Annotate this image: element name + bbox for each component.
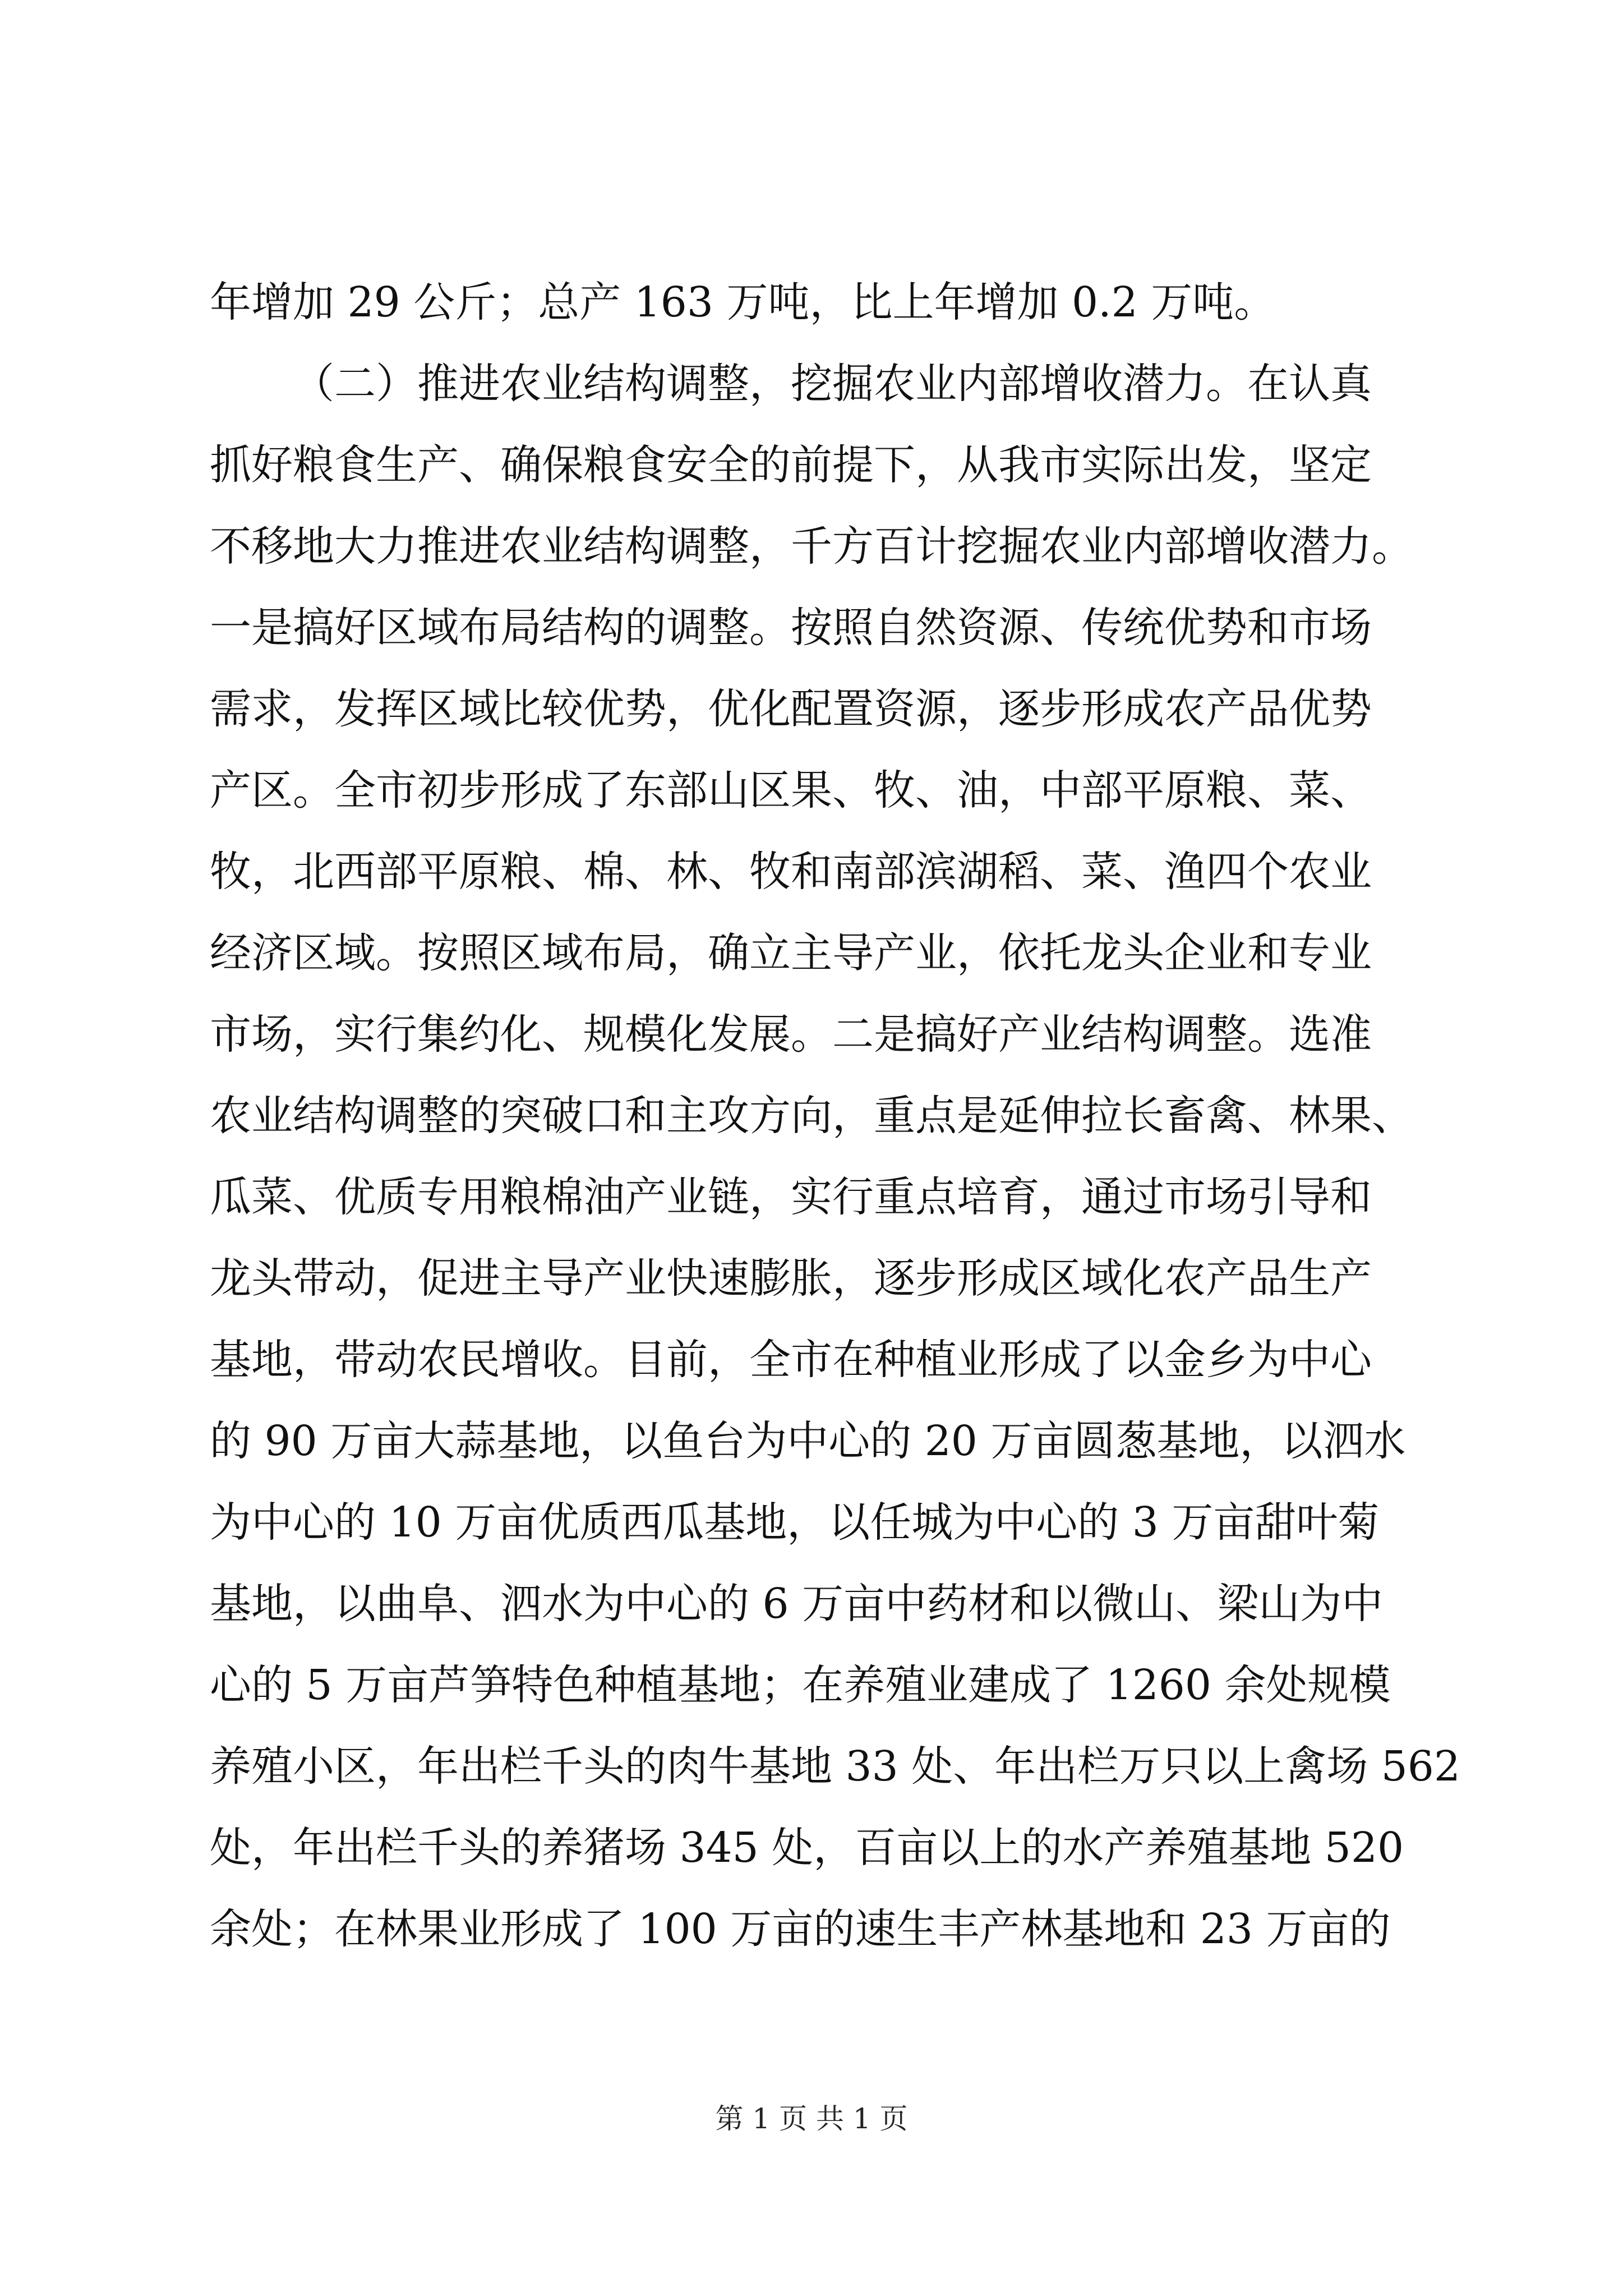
- text-line: 瓜菜、优质专用粮棉油产业链，实行重点培育，通过市场引导和: [210, 1173, 1372, 1221]
- text-line: （二）推进农业结构调整，挖掘农业内部增收潜力。在认真: [293, 360, 1372, 408]
- text-line: 养殖小区，年出栏千头的肉牛基地 33 处、年出栏万只以上禽场 562: [210, 1742, 1460, 1791]
- text-line: 产区。全市初步形成了东部山区果、牧、油，中部平原粮、菜、: [210, 766, 1372, 815]
- text-line: 基地，以曲阜、泗水为中心的 6 万亩中药材和以微山、梁山为中: [210, 1580, 1384, 1628]
- text-line: 心的 5 万亩芦笋特色种植基地；在养殖业建成了 1260 余处规模: [210, 1661, 1391, 1709]
- text-line: 龙头带动，促进主导产业快速膨胀，逐步形成区域化农产品生产: [210, 1254, 1372, 1303]
- text-line: 经济区域。按照区域布局，确立主导产业，依托龙头企业和专业: [210, 929, 1372, 977]
- text-line: 一是搞好区域布局结构的调整。按照自然资源、传统优势和市场: [210, 604, 1372, 652]
- text-line: 年增加 29 公斤；总产 163 万吨，比上年增加 0.2 万吨。: [210, 278, 1276, 326]
- text-line: 处，年出栏千头的养猪场 345 处，百亩以上的水产养殖基地 520: [210, 1824, 1404, 1872]
- text-line: 基地，带动农民增收。目前，全市在种植业形成了以金乡为中心: [210, 1336, 1372, 1384]
- text-line: 牧，北西部平原粮、棉、林、牧和南部滨湖稻、菜、渔四个农业: [210, 848, 1372, 896]
- text-line: 农业结构调整的突破口和主攻方向，重点是延伸拉长畜禽、林果、: [210, 1092, 1413, 1140]
- text-line: 需求，发挥区域比较优势，优化配置资源，逐步形成农产品优势: [210, 685, 1372, 733]
- text-line: 的 90 万亩大蒜基地，以鱼台为中心的 20 万亩圆葱基地，以泗水: [210, 1417, 1406, 1465]
- document-body: [210, 262, 1460, 1970]
- text-line: 抓好粮食生产、确保粮食安全的前提下，从我市实际出发，坚定: [210, 441, 1372, 489]
- text-line: 为中心的 10 万亩优质西瓜基地，以任城为中心的 3 万亩甜叶菊: [210, 1498, 1380, 1547]
- text-line: 市场，实行集约化、规模化发展。二是搞好产业结构调整。选准: [210, 1010, 1372, 1059]
- page-number-footer: 第 1 页 共 1 页: [715, 2102, 908, 2135]
- text-line: 余处；在林果业形成了 100 万亩的速生丰产林基地和 23 万亩的: [210, 1905, 1391, 1953]
- text-line: 不移地大力推进农业结构调整，千方百计挖掘农业内部增收潜力。: [210, 522, 1413, 570]
